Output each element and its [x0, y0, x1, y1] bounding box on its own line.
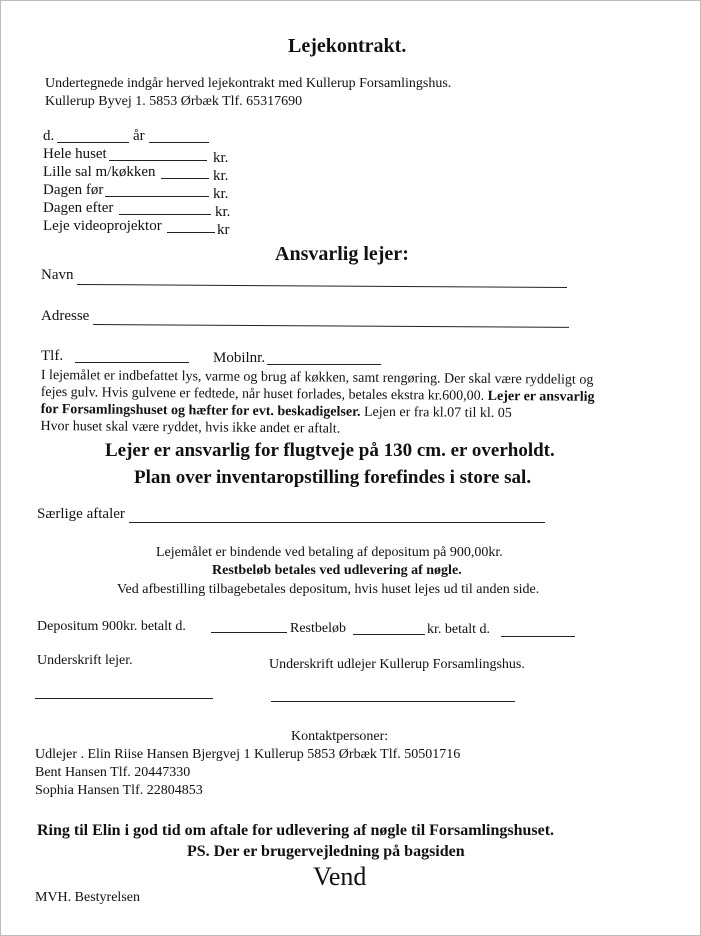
rate-label-hele-huset: Hele huset [43, 146, 107, 162]
phone-line[interactable] [75, 362, 189, 363]
contact-line: Bent Hansen Tlf. 20447330 [35, 765, 191, 780]
deposit-line-1: Lejemålet er bindende ved betaling af depositum på 900,00kr. [156, 545, 503, 560]
terms-paragraph [40, 367, 681, 441]
rate-unit: kr [217, 222, 230, 238]
rest-paid-label: kr. betalt d. [427, 622, 490, 637]
phone-label: Tlf. [41, 348, 64, 364]
special-agreements-line[interactable] [129, 522, 545, 523]
contact-line: Sophia Hansen Tlf. 22804853 [35, 783, 203, 798]
escape-route-notice: Lejer er ansvarlig for flugtveje på 130 cm. er overholdt. [105, 440, 555, 461]
terms-line-2-bold: Lejer er ansvarlig [487, 388, 595, 405]
name-line[interactable] [77, 284, 567, 288]
deposit-paid-label: Depositum 900kr. betalt d. [37, 619, 186, 634]
mobile-label: Mobilnr. [213, 350, 266, 366]
date-day-line[interactable] [57, 142, 129, 143]
rest-date-line[interactable] [501, 636, 575, 637]
special-agreements-label: Særlige aftaler [37, 506, 125, 522]
rate-line-hele-huset[interactable] [109, 160, 207, 161]
mobile-line[interactable] [267, 364, 381, 365]
landlord-signature-line[interactable] [271, 701, 515, 702]
rest-amount-label: Restbeløb [290, 621, 346, 636]
date-year-line[interactable] [149, 142, 209, 143]
rate-unit: kr. [215, 204, 231, 220]
address-label: Adresse [41, 308, 90, 324]
contacts-heading: Kontaktpersoner: [291, 729, 389, 744]
terms-line-4: Hvor huset skal være ryddet, hvis ikke andet er aftalt. [40, 418, 341, 437]
address-line[interactable] [93, 324, 569, 328]
vend-text: Vend [313, 862, 367, 891]
rate-label-dagen-efter: Dagen efter [43, 200, 114, 216]
rest-amount-line[interactable] [353, 634, 425, 635]
rate-line-dagen-efter[interactable] [119, 214, 211, 215]
rate-label-videoprojektor: Leje videoprojektor [43, 218, 162, 234]
intro-line-1: Undertegnede indgår herved lejekontrakt med Kullerup Forsamlingshus. [45, 76, 452, 91]
contact-line: Udlejer . Elin Riise Hansen Bjergvej 1 Kullerup 5853 Ørbæk Tlf. 50501716 [35, 747, 461, 762]
rate-line-lille-sal[interactable] [161, 178, 209, 179]
deposit-date-line[interactable] [211, 632, 287, 633]
terms-line-3-bold: for Forsamlingshuset og hæfter for evt. beskadigelser. [40, 401, 361, 420]
tenant-heading: Ansvarlig lejer: [275, 243, 409, 265]
sign-off: MVH. Bestyrelsen [35, 890, 140, 905]
date-d-label: d. [43, 128, 55, 144]
rate-label-lille-sal: Lille sal m/køkken [43, 164, 156, 180]
rate-unit: kr. [213, 150, 229, 166]
ring-elin-notice: Ring til Elin i god tid om aftale for udlevering af nøgle til Forsamlingshuset. [37, 822, 555, 839]
deposit-line-2: Restbeløb betales ved udlevering af nøgle. [212, 563, 462, 578]
tenant-signature-label: Underskrift lejer. [37, 653, 133, 668]
tenant-signature-line[interactable] [35, 698, 213, 699]
rate-label-dagen-for: Dagen før [43, 182, 104, 198]
deposit-line-3: Ved afbestilling tilbagebetales depositum, hvis huset lejes ud til anden side. [117, 582, 540, 597]
name-label: Navn [41, 267, 74, 283]
intro-line-2: Kullerup Byvej 1. 5853 Ørbæk Tlf. 65317690 [45, 94, 303, 109]
landlord-signature-label: Underskrift udlejer Kullerup Forsamlingshus. [269, 657, 525, 672]
terms-line-2-text: fejes gulv. Hvis gulvene er fedtede, når huset forlades, betales ekstra kr.600,00. [40, 384, 485, 404]
rate-unit: kr. [213, 186, 229, 202]
terms-line-3-text: Lejen er fra kl.07 til kl. 05 [363, 404, 512, 422]
rate-unit: kr. [213, 168, 229, 184]
rate-line-dagen-for[interactable] [105, 196, 209, 197]
document-title: Lejekontrakt. [288, 35, 407, 57]
ps-notice: PS. Der er brugervejledning på bagsiden [187, 843, 465, 860]
terms-line-1: I lejemålet er indbefattet lys, varme og brug af køkken, samt rengøring. Der skal være ryddeligt og [40, 367, 594, 388]
rate-line-videoprojektor[interactable] [167, 232, 215, 233]
date-year-label: år [133, 128, 145, 144]
inventory-plan-notice: Plan over inventaropstilling forefindes i store sal. [134, 467, 532, 488]
